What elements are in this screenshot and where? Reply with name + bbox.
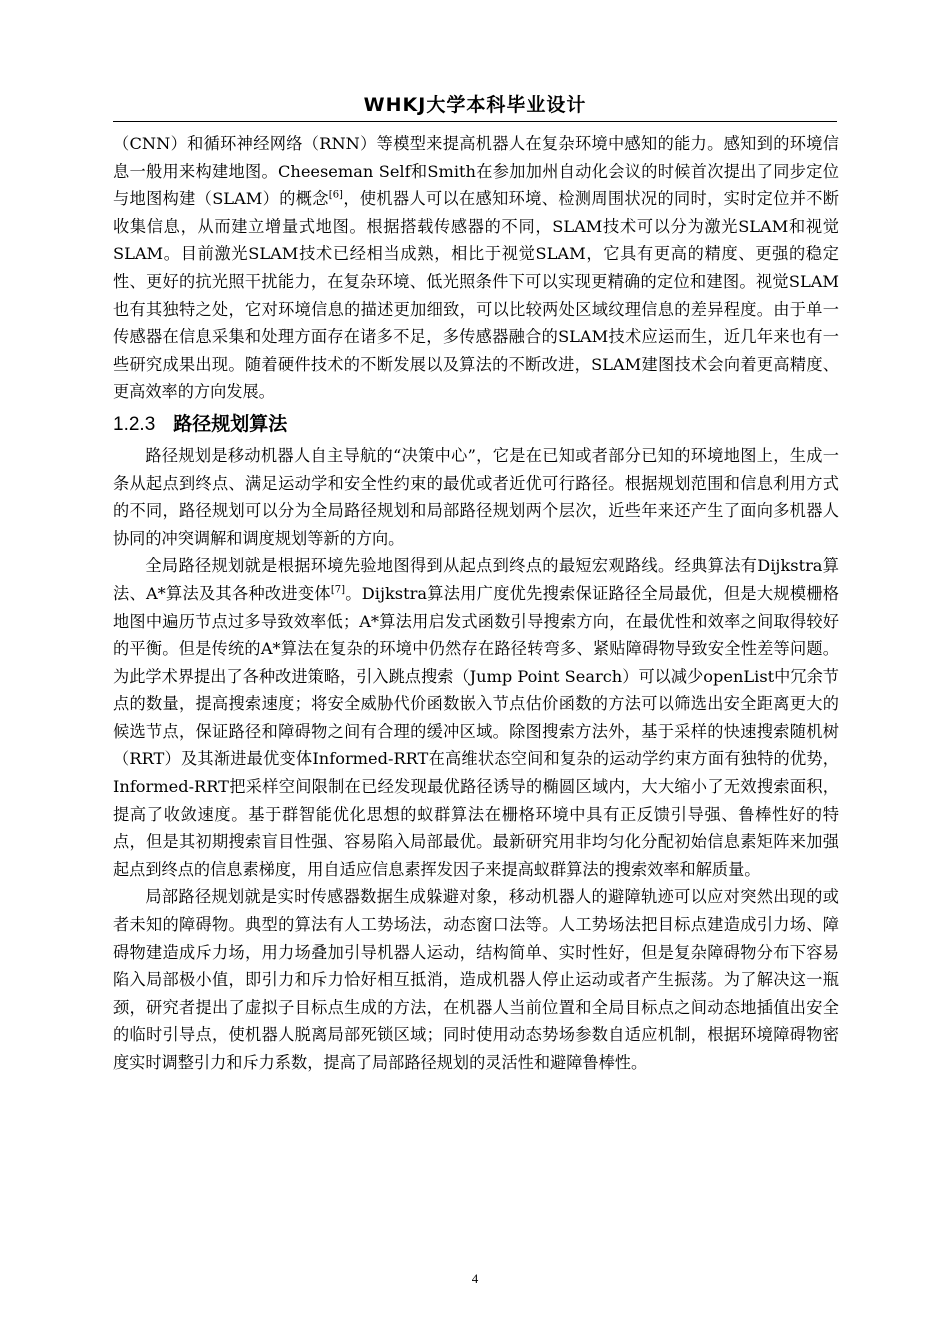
paragraph-text: 全局路径规划就是根据环境先验地图得到从起点到终点的最短宏观路线。经典算法有Dijkstra算法、A*算法及其各种改进变体 — [113, 556, 839, 603]
paragraph-path-planning: 路径规划是移动机器人自主导航的“决策中心”，它是在已知或者部分已知的环境地图上，生成一条从起点到终点、满足运动学和安全性约束的最优或者近优可行路径。根据规划范围和信息利用方式的不同，路径规划可以分为全局路径规划和局部路径规划两个层次，近些年来还产生了面向多机器人协同的冲突调解和调度规划等新的方向。 — [113, 445, 839, 548]
citation-ref[interactable]: [7] — [330, 584, 346, 596]
paragraph-text: （CNN）和循环神经网络（RNN）等模型来提高机器人在复杂环境中感知的能力。感知到的环境信息一般用来构建地图。Cheeseman Self和Smith在参加加州自动化会议的时候首次提出了同步定位与地图构建（SLAM）的概念 — [113, 134, 839, 209]
paragraph-text: ，使机器人可以在感知环境、检测周围状况的同时，实时定位并不断收集信息，从而建立增量式地图。根据搭载传感器的不同，SLAM技术可以分为激光SLAM和视觉SLAM。目前激光SLAM技术已经相当成熟，相比于视觉SLAM，它具有更高的精度、更强的稳定性、更好的抗光照干扰能力，在复杂环境、低光照条件下可以实现更精确的定位和建图。视觉SLAM也有其独特之处，它对环境信息的描述更加细致，可以比较两处区域纹理信息的差异程度。由于单一传感器在信息采集和处理方面存在诸多不足，多传感器融合的SLAM技术应运而生，近几年来也有一些研究成果出现。随着硬件技术的不断发展以及算法的不断改进，SLAM建图技术会向着更高精度、更高效率的方向发展。 — [113, 189, 839, 402]
page-header: WHKJ大学本科毕业设计 — [363, 94, 587, 116]
citation-ref[interactable]: [6] — [328, 189, 343, 201]
page-number: 4 — [471, 1271, 479, 1286]
paragraph-local-planning: 局部路径规划就是实时传感器数据生成躲避对象，移动机器人的避障轨迹可以应对突然出现的或者未知的障碍物。典型的算法有人工势场法，动态窗口法等。人工势场法把目标点建造成引力场、障碍物建造成斥力场，用力场叠加引导机器人运动，结构简单、实时性好，但是复杂障碍物分布下容易陷入局部极小值，即引力和斥力恰好相互抵消，造成机器人停止运动或者产生振荡。为了解决这一瓶颈，研究者提出了虚拟子目标点生成的方法，在机器人当前位置和全局目标点之间动态地插值出安全的临时引导点，使机器人脱离局部死锁区域；同时使用动态势场参数自适应机制，根据环境障碍物密度实时调整引力和斥力系数，提高了局部路径规划的灵活性和避障鲁棒性。 — [113, 887, 839, 1072]
section-heading — [113, 410, 839, 439]
paragraph-text: 。Dijkstra算法用广度优先搜索保证路径全局最优，但是大规模栅格地图中遍历节点过多导致效率低；A*算法用启发式函数引导搜索方向，在最优性和效率之间取得较好的平衡。但是传统的A*算法在复杂的环境中仍然存在路径转弯多、紧贴障碍物导致安全性差等问题。为此学术界提出了各种改进策略，引入跳点搜索（Jump Point Search）可以减少openList中冗余节点的数量，提高搜索速度；将安全威胁代价函数嵌入节点估价函数的方法可以筛选出安全距离更大的候选节点，保证路径和障碍物之间有合理的缓冲区域。除图搜索方法外，基于采样的快速搜索随机树（RRT）及其渐进最优变体Informed-RRT在高维状态空间和复杂的运动学约束方面有独特的优势，Informed-RRT把采样空间限制在已经发现最优路径诱导的椭圆区域内，大大缩小了无效搜索面积，提高了收敛速度。基于群智能优化思想的蚁群算法在栅格环境中具有正反馈引导强、鲁棒性好的特点，但是其初期搜索盲目性强、容易陷入局部最优。最新研究用非均匀化分配初始信息素矩阵来加强起点到终点的信息素梯度，用自适应信息素挥发因子来提高蚁群算法的搜索效率和解质量。 — [113, 583, 839, 879]
paragraph-global-planning — [113, 552, 839, 883]
body-text — [113, 130, 839, 1077]
header-rule — [113, 121, 837, 122]
section-number: 1.2.3 — [113, 413, 156, 435]
paragraph-slam — [113, 130, 839, 406]
section-title: 路径规划算法 — [173, 412, 288, 435]
